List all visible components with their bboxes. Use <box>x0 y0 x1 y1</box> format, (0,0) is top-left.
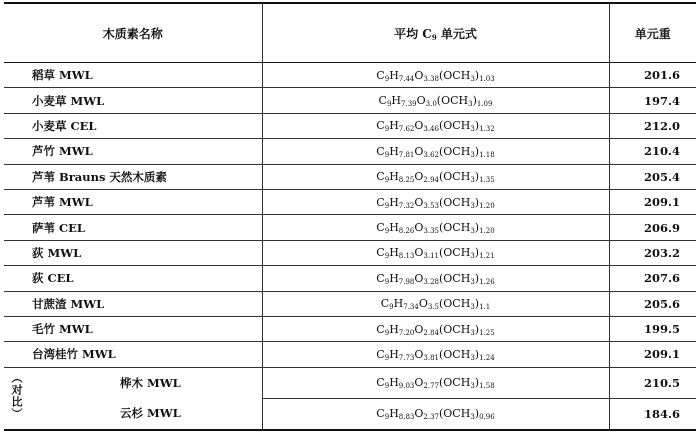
formula-subscript: 7.81 <box>398 150 415 159</box>
formula-subscript: 7.98 <box>398 277 415 286</box>
formula-symbol: C <box>376 170 385 184</box>
formula-symbol: (OCH <box>439 68 471 82</box>
formula-symbol: ) <box>474 246 480 260</box>
formula-symbol: C <box>380 297 390 311</box>
formula-subscript: 3 <box>470 176 475 185</box>
formula-symbol: H <box>389 246 399 260</box>
formula-symbol: C <box>376 407 385 421</box>
table-row <box>4 316 696 341</box>
unit-weight-cell: 205.4 <box>609 164 696 189</box>
formula-symbol: ) <box>474 407 480 421</box>
formula-subscript: 3 <box>470 150 475 159</box>
material-name: 桦木 MWL <box>120 375 181 390</box>
formula-subscript: 3.62 <box>423 150 439 159</box>
formula-subscript: 1.1 <box>479 303 491 312</box>
formula-subscript: 9 <box>384 176 390 185</box>
formula-subscript: 9 <box>389 303 394 312</box>
formula-cell <box>262 266 609 291</box>
formula-symbol: ) <box>474 297 480 311</box>
formula-symbol: H <box>389 170 399 184</box>
formula-subscript: 3 <box>470 413 475 422</box>
material-name-cell: 小麦草 CEL <box>4 113 262 138</box>
table-body <box>4 63 696 430</box>
formula-subscript: 9 <box>384 252 390 261</box>
formula-subscript: 3 <box>468 100 473 109</box>
formula-symbol: C <box>376 271 385 285</box>
unit-weight-cell: 203.2 <box>609 240 696 265</box>
formula-subscript: 1.18 <box>479 150 495 159</box>
formula-symbol: O <box>414 407 424 421</box>
formula-subscript: 3 <box>470 277 475 286</box>
formula-subscript: 7.62 <box>398 125 415 134</box>
table-row <box>4 240 696 265</box>
formula-symbol: (OCH <box>439 119 471 133</box>
formula-symbol: O <box>414 347 424 361</box>
formula-cell <box>262 215 609 240</box>
formula-symbol: O <box>414 376 424 390</box>
formula-symbol: C <box>376 119 385 133</box>
formula-symbol: H <box>389 347 399 361</box>
formula-subscript: 1.25 <box>479 328 495 337</box>
formula-symbol: ) <box>474 195 480 209</box>
formula-subscript: 3.0 <box>425 100 437 109</box>
formula-subscript: 3.53 <box>423 201 439 210</box>
formula-subscript: 1.24 <box>479 353 495 362</box>
formula-symbol: C <box>376 376 385 390</box>
formula-subscript: 3 <box>470 328 475 337</box>
header-formula-sub: 9 <box>431 32 437 42</box>
formula-subscript: 1.21 <box>479 252 495 261</box>
unit-weight-cell: 206.9 <box>609 215 696 240</box>
material-name-cell: 荻 CEL <box>4 266 262 291</box>
table-row <box>4 164 696 189</box>
formula-symbol: C <box>376 221 385 235</box>
formula-cell <box>262 316 609 341</box>
table-row <box>4 189 696 214</box>
formula-subscript: 3.35 <box>423 227 439 236</box>
formula-subscript: 1.35 <box>479 176 495 185</box>
formula-subscript: 9 <box>384 201 390 210</box>
formula-symbol: (OCH <box>439 246 471 260</box>
unit-weight-cell: 212.0 <box>609 113 696 138</box>
formula-subscript: 2.77 <box>423 382 439 391</box>
formula-symbol: O <box>418 297 428 311</box>
formula-symbol: (OCH <box>436 94 469 108</box>
material-name-cell: 萨苇 CEL <box>4 215 262 240</box>
header-name: 木质素名称 <box>4 3 262 63</box>
formula-subscript: 7.34 <box>403 303 419 312</box>
formula-subscript: 3 <box>470 303 475 312</box>
table-header <box>4 3 696 63</box>
formula-symbol: C <box>376 246 385 260</box>
formula-subscript: 3 <box>470 125 475 134</box>
unit-weight-cell: 210.4 <box>609 139 696 164</box>
formula-symbol: C <box>376 68 385 82</box>
material-name-cell: 芦苇 Brauns 天然木质素 <box>4 164 262 189</box>
formula-cell <box>262 189 609 214</box>
unit-weight-cell: 197.4 <box>609 88 696 113</box>
formula-subscript: 3.81 <box>423 353 439 362</box>
formula-subscript: 3.11 <box>423 252 439 261</box>
formula-symbol: (OCH <box>439 221 471 235</box>
unit-weight-cell: 184.6 <box>609 398 696 430</box>
material-name-cell: 芦苇 MWL <box>4 189 262 214</box>
formula-symbol: H <box>391 94 402 108</box>
formula-symbol: H <box>389 407 399 421</box>
table-row <box>4 266 696 291</box>
formula-cell <box>262 164 609 189</box>
header-row <box>4 3 696 63</box>
material-name-cell: 稻草 MWL <box>4 63 262 88</box>
header-formula <box>262 3 609 63</box>
formula-subscript: 2.37 <box>423 413 439 422</box>
formula-subscript: 3 <box>470 74 475 83</box>
formula-symbol: (OCH <box>439 297 471 311</box>
formula-subscript: 3 <box>470 382 475 391</box>
comparison-name-wrap <box>4 398 262 429</box>
formula-subscript: 7.44 <box>398 74 415 83</box>
formula-subscript: 8.25 <box>398 176 415 185</box>
table-row <box>4 342 696 367</box>
material-name-cell: 荻 MWL <box>4 240 262 265</box>
unit-weight-cell: 199.5 <box>609 316 696 341</box>
formula-subscript: 1.32 <box>479 125 495 134</box>
comparison-label: （对比） <box>10 371 23 420</box>
formula-symbol: O <box>414 271 424 285</box>
material-name-cell: 台湾桂竹 MWL <box>4 342 262 367</box>
formula-symbol: O <box>414 170 424 184</box>
header-formula-suffix: 单元式 <box>436 26 477 41</box>
formula-symbol: O <box>414 246 424 260</box>
formula-symbol: O <box>416 94 426 108</box>
formula-symbol: ) <box>474 170 480 184</box>
unit-weight-cell: 207.6 <box>609 266 696 291</box>
formula-symbol: (OCH <box>439 347 471 361</box>
formula-subscript: 3.46 <box>423 125 439 134</box>
formula-symbol: ) <box>474 271 480 285</box>
formula-subscript: 7.32 <box>398 201 415 210</box>
formula-subscript: 3 <box>470 353 475 362</box>
formula-symbol: ) <box>474 347 480 361</box>
formula-symbol: (OCH <box>439 322 471 336</box>
formula-symbol: C <box>376 144 385 158</box>
formula-symbol: O <box>414 144 424 158</box>
formula-symbol: H <box>389 119 399 133</box>
formula-symbol: C <box>376 195 385 209</box>
comparison-row <box>4 367 696 398</box>
formula-subscript: 9 <box>384 150 390 159</box>
formula-subscript: 9 <box>384 353 390 362</box>
formula-subscript: 3 <box>470 227 475 236</box>
formula-cell <box>262 240 609 265</box>
formula-symbol: (OCH <box>439 407 471 421</box>
formula-symbol: ) <box>474 119 480 133</box>
formula-cell <box>262 139 609 164</box>
formula-cell <box>262 88 609 113</box>
formula-symbol: H <box>389 271 399 285</box>
formula-symbol: ) <box>474 144 480 158</box>
lignin-unit-table <box>4 2 696 431</box>
formula-symbol: H <box>389 221 399 235</box>
table-row <box>4 139 696 164</box>
material-name-cell: 甘蔗渣 MWL <box>4 291 262 316</box>
formula-subscript: 7.39 <box>401 100 417 109</box>
formula-symbol: O <box>414 195 424 209</box>
formula-symbol: C <box>376 347 385 361</box>
table-row <box>4 88 696 113</box>
formula-subscript: 1.26 <box>479 277 495 286</box>
formula-symbol: (OCH <box>439 195 471 209</box>
formula-subscript: 1.20 <box>479 227 495 236</box>
formula-subscript: 9 <box>386 100 392 109</box>
formula-cell <box>262 291 609 316</box>
table-row <box>4 291 696 316</box>
formula-subscript: 9 <box>384 382 390 391</box>
formula-symbol: (OCH <box>439 144 471 158</box>
material-name-cell: 小麦草 MWL <box>4 88 262 113</box>
formula-symbol: H <box>389 322 399 336</box>
formula-symbol: ) <box>474 68 480 82</box>
unit-weight-cell: 209.1 <box>609 189 696 214</box>
formula-cell <box>262 398 609 430</box>
formula-symbol: H <box>389 195 399 209</box>
formula-subscript: 1.09 <box>476 100 493 109</box>
formula-symbol: H <box>393 297 404 311</box>
formula-subscript: 3 <box>470 201 475 210</box>
formula-symbol: H <box>389 68 399 82</box>
formula-symbol: ) <box>474 322 480 336</box>
comparison-name-cell <box>4 398 262 430</box>
unit-weight-cell: 210.5 <box>609 367 696 398</box>
formula-subscript: 9 <box>384 227 390 236</box>
formula-symbol: C <box>378 94 387 108</box>
formula-cell <box>262 342 609 367</box>
formula-subscript: 8.26 <box>398 227 415 236</box>
formula-symbol: ) <box>472 94 477 108</box>
material-name-cell: 毛竹 MWL <box>4 316 262 341</box>
material-name: 云杉 MWL <box>120 406 181 421</box>
table-row <box>4 215 696 240</box>
formula-subscript: 3.38 <box>423 74 439 83</box>
header-weight: 单元重 <box>609 3 696 63</box>
formula-subscript: 9 <box>384 413 390 422</box>
formula-symbol: C <box>376 322 385 336</box>
formula-subscript: 9.03 <box>398 382 415 391</box>
formula-symbol: ) <box>474 376 480 390</box>
table-row <box>4 63 696 88</box>
formula-subscript: 9 <box>384 74 390 83</box>
formula-subscript: 9 <box>384 328 390 337</box>
header-formula-prefix: 平均 C <box>394 26 432 41</box>
formula-symbol: O <box>414 68 424 82</box>
formula-subscript: 7.73 <box>398 353 415 362</box>
formula-symbol: (OCH <box>439 170 471 184</box>
formula-cell <box>262 113 609 138</box>
unit-weight-cell: 209.1 <box>609 342 696 367</box>
formula-cell <box>262 367 609 398</box>
formula-subscript: 3 <box>470 252 475 261</box>
unit-weight-cell: 205.6 <box>609 291 696 316</box>
formula-symbol: H <box>389 376 399 390</box>
formula-subscript: 1.20 <box>479 201 495 210</box>
formula-symbol: O <box>414 322 424 336</box>
unit-weight-cell: 201.6 <box>609 63 696 88</box>
formula-symbol: ) <box>474 221 480 235</box>
formula-symbol: H <box>389 144 399 158</box>
table-row <box>4 113 696 138</box>
comparison-row <box>4 398 696 430</box>
formula-subscript: 0.96 <box>479 413 495 422</box>
formula-symbol: O <box>414 119 424 133</box>
formula-subscript: 1.03 <box>479 74 495 83</box>
material-name-cell: 芦竹 MWL <box>4 139 262 164</box>
formula-subscript: 9 <box>384 125 390 134</box>
formula-symbol: (OCH <box>439 376 471 390</box>
formula-subscript: 1.58 <box>479 382 495 391</box>
formula-subscript: 2.84 <box>423 328 439 337</box>
formula-subscript: 8.13 <box>398 252 415 261</box>
formula-subscript: 7.20 <box>398 328 415 337</box>
formula-cell <box>262 63 609 88</box>
formula-subscript: 2.94 <box>423 176 439 185</box>
formula-subscript: 8.83 <box>398 413 415 422</box>
formula-subscript: 9 <box>384 277 390 286</box>
formula-symbol: O <box>414 221 424 235</box>
formula-symbol: (OCH <box>439 271 471 285</box>
formula-subscript: 3.28 <box>423 277 439 286</box>
formula-subscript: 3.5 <box>427 303 439 312</box>
